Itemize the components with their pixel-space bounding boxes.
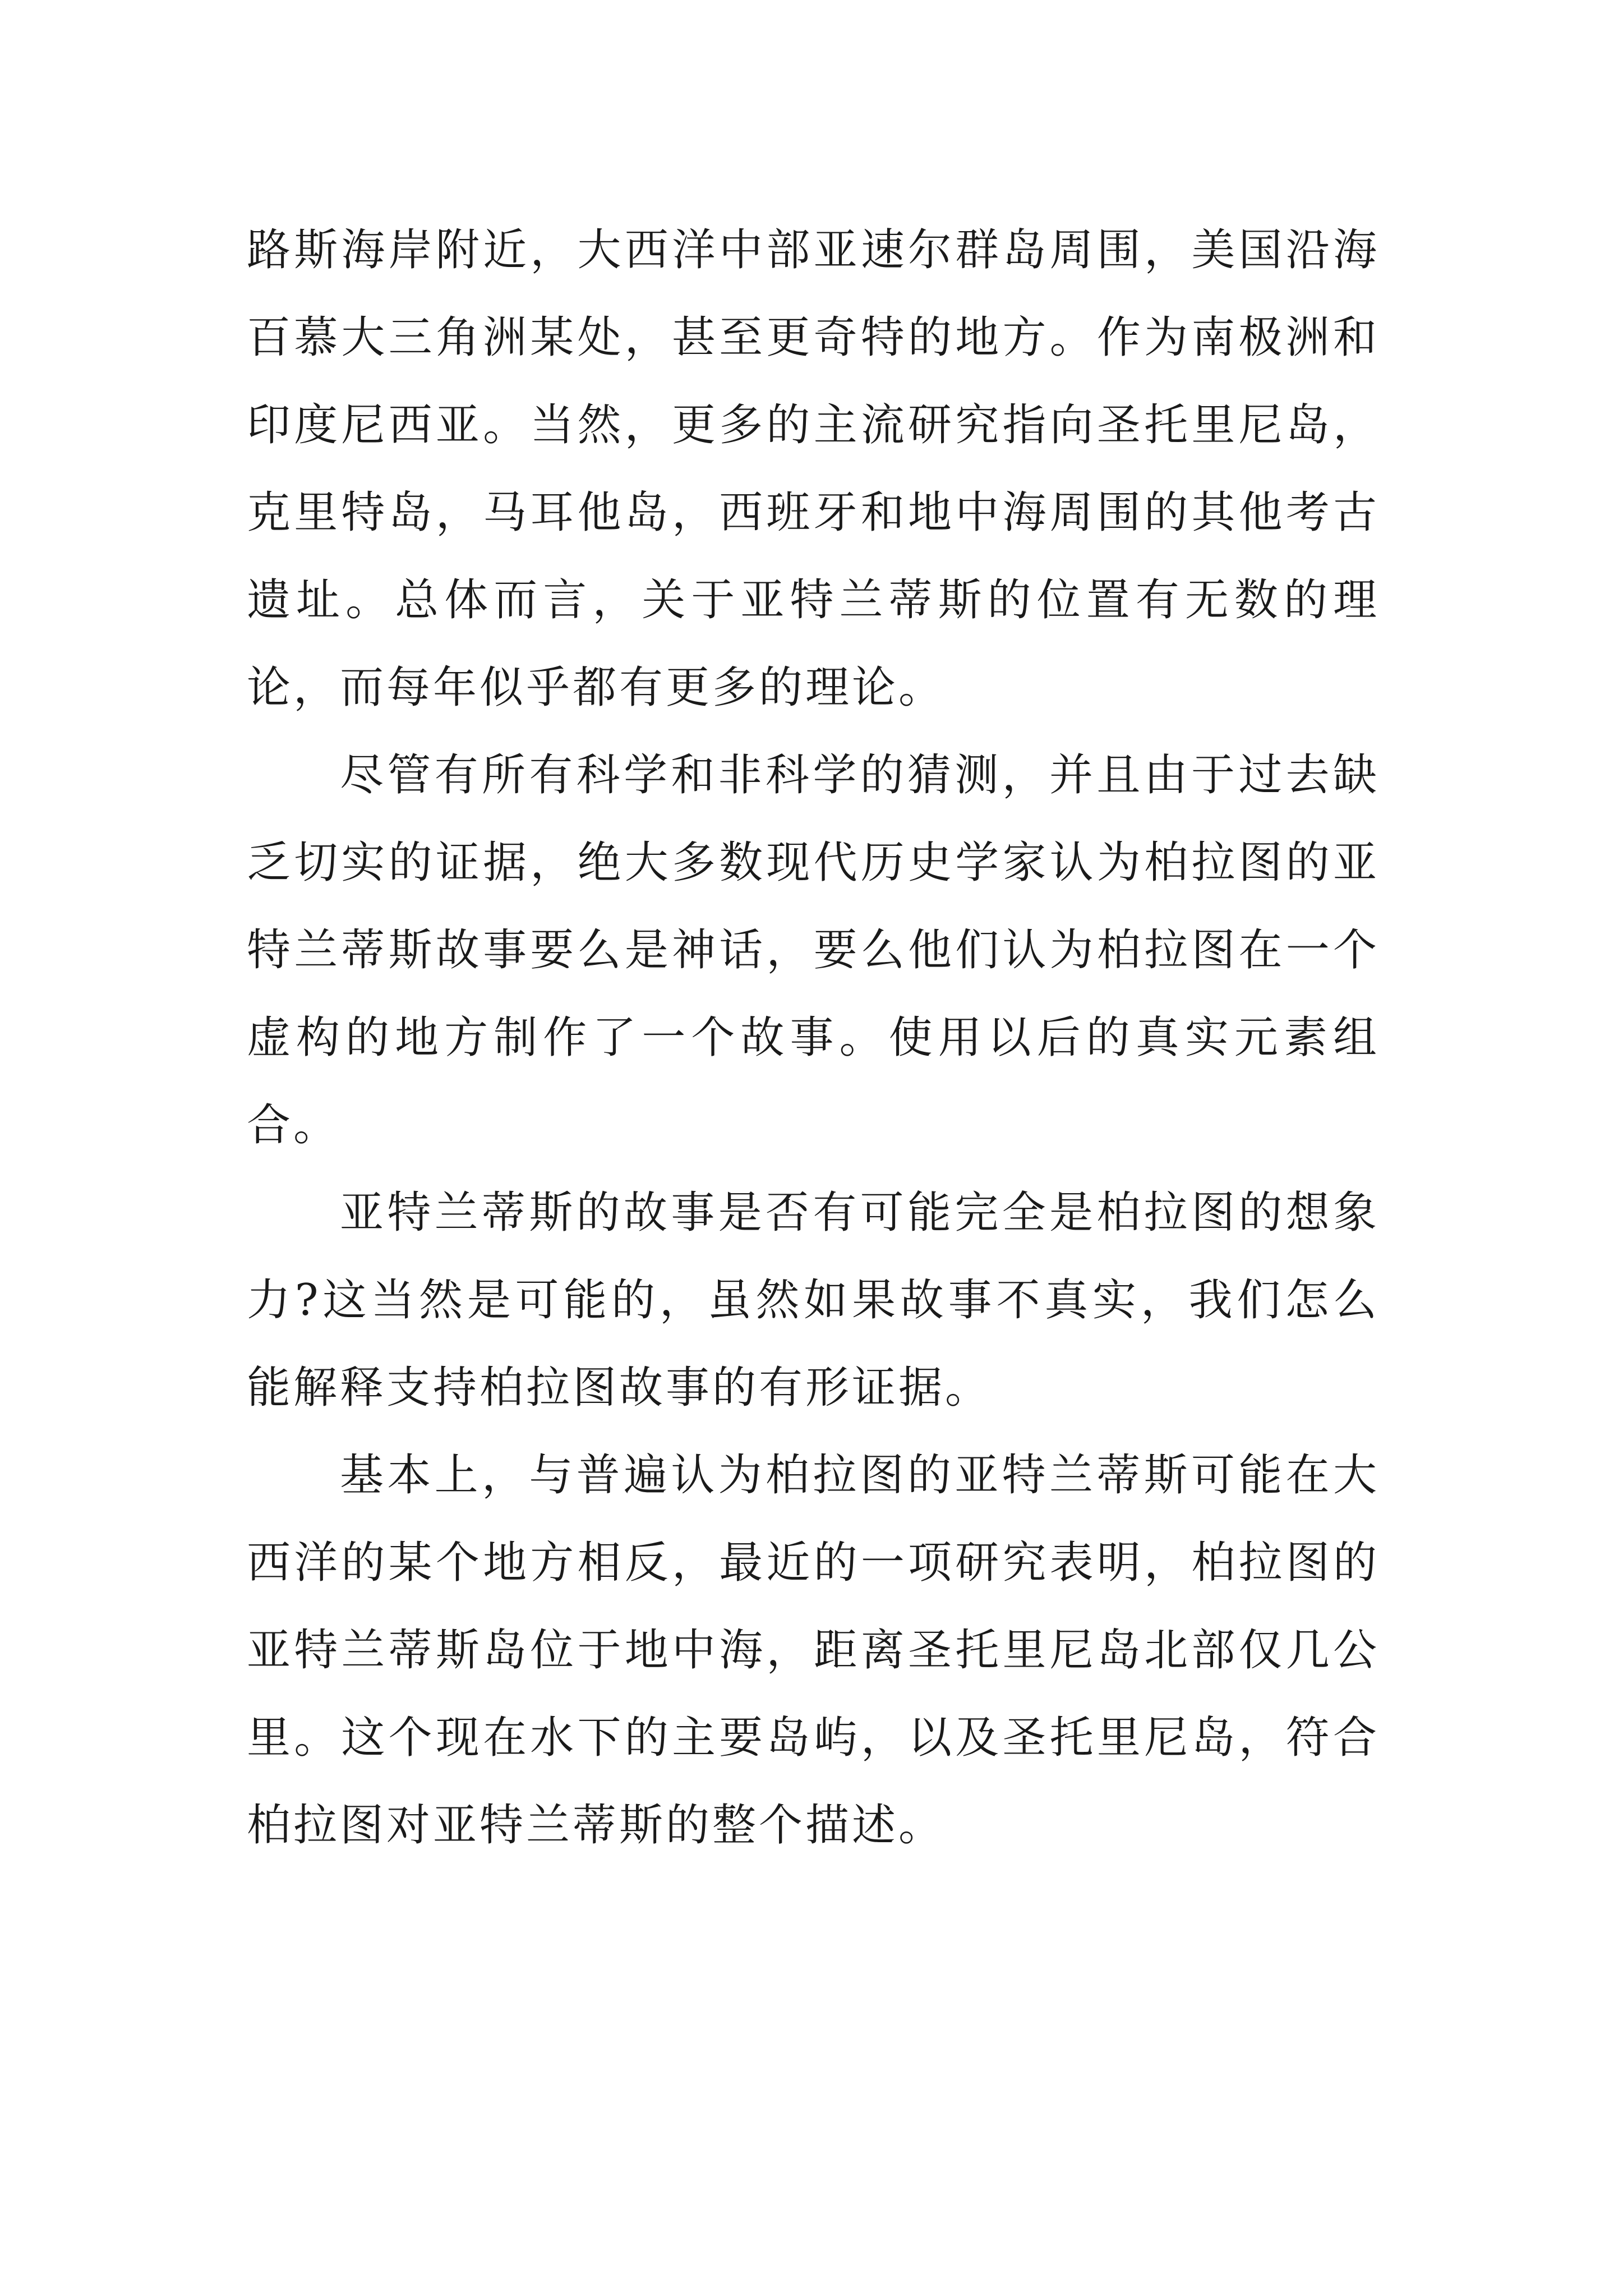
paragraph-4: 基本上，与普遍认为柏拉图的亚特兰蒂斯可能在大西洋的某个地方相反，最近的一项研究表明，柏拉图的亚特兰蒂斯岛位于地中海，距离圣托里尼岛北部仅几公里。这个现在水下的主要岛屿，以及圣托里尼岛，符合柏拉图对亚特兰蒂斯的整个描述。 (247, 1450, 1380, 1851)
body-text (247, 206, 1380, 1869)
paragraph-2: 尽管有所有科学和非科学的猜测，并且由于过去缺乏切实的证据，绝大多数现代历史学家认为柏拉图的亚特兰蒂斯故事要么是神话，要么他们认为柏拉图在一个虚构的地方制作了一个故事。使用以后的真实元素组合。 (247, 750, 1380, 1151)
paragraph-1: 路斯海岸附近，大西洋中部亚速尔群岛周围，美国沿海百慕大三角洲某处，甚至更奇特的地方。作为南极洲和印度尼西亚。当然，更多的主流研究指向圣托里尼岛，克里特岛，马耳他岛，西班牙和地中海周围的其他考古遗址。总体而言，关于亚特兰蒂斯的位置有无数的理论，而每年似乎都有更多的理论。 (247, 225, 1380, 713)
paragraph-3: 亚特兰蒂斯的故事是否有可能完全是柏拉图的想象力?这当然是可能的，虽然如果故事不真实，我们怎么能解释支持柏拉图故事的有形证据。 (247, 1188, 1380, 1413)
